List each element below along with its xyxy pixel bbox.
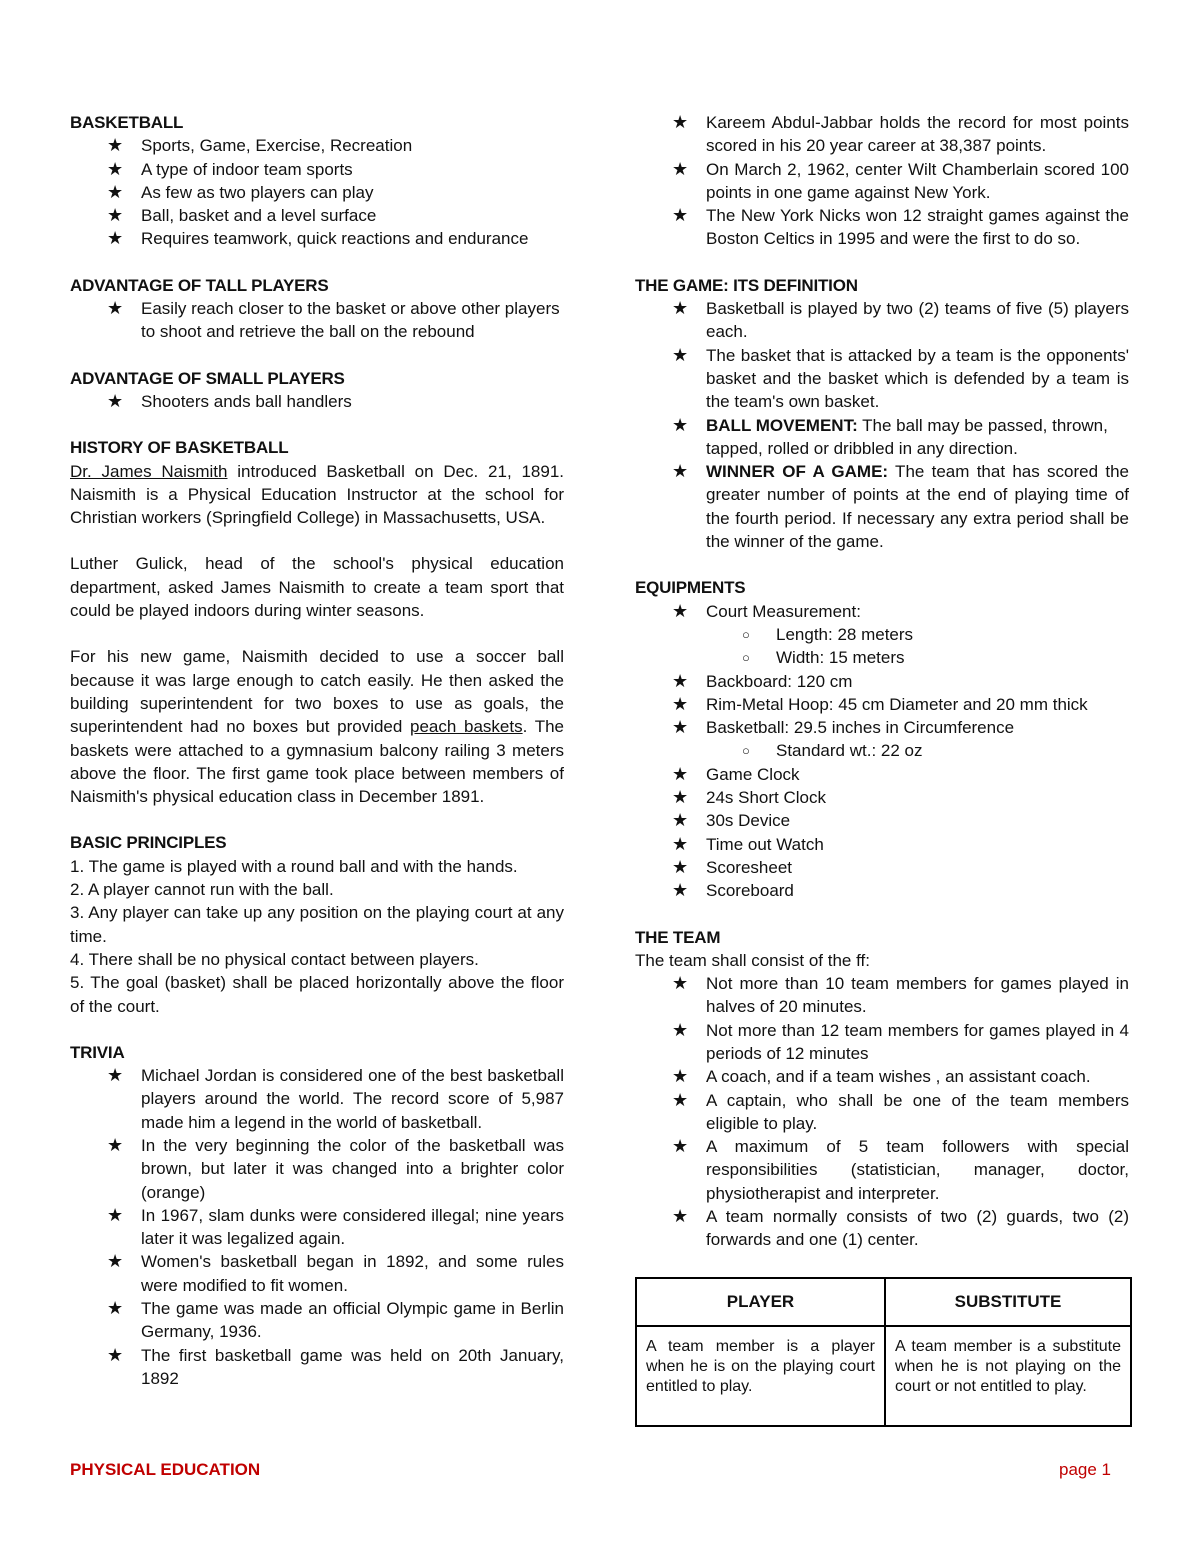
list-item: ★ Easily reach closer to the basket or above other players to shoot and retrieve the ball on the rebound xyxy=(107,298,560,342)
list-item: ★ Game Clock xyxy=(635,763,1129,786)
bullet-list xyxy=(635,670,1129,740)
list-item: ★ Basketball: 29.5 inches in Circumference xyxy=(635,716,1129,739)
section-title: ADVANTAGE OF SMALL PLAYERS xyxy=(70,368,345,388)
sub-list-item: ○ Standard wt.: 22 oz xyxy=(635,739,1129,762)
list-item: ★ Scoreboard xyxy=(635,879,1129,902)
section-tall-players xyxy=(70,274,564,344)
star-bullet-icon: ★ xyxy=(107,135,124,156)
star-bullet-icon: ★ xyxy=(672,344,689,365)
ball-movement-label: BALL MOVEMENT: xyxy=(706,415,858,435)
bullet-list xyxy=(635,972,1129,1252)
star-bullet-icon: ★ xyxy=(107,205,124,226)
sub-list xyxy=(635,623,1129,670)
list-item: ★ Rim-Metal Hoop: 45 cm Diameter and 20 mm thick xyxy=(635,693,1129,716)
list-item: 3. Any player can take up any position on the playing court at any time. xyxy=(70,903,564,946)
star-bullet-icon: ★ xyxy=(672,670,689,691)
list-item: ★ A captain, who shall be one of the team members eligible to play. xyxy=(672,1089,1129,1133)
section-small-players xyxy=(70,367,564,414)
bullet-list xyxy=(70,134,564,250)
star-bullet-icon: ★ xyxy=(672,856,689,877)
star-bullet-icon: ★ xyxy=(672,112,689,132)
list-item: ★ A coach, and if a team wishes , an assistant coach. xyxy=(635,1065,1129,1088)
list-item: ★ The first basketball game was held on 20th January, 1892 xyxy=(107,1344,564,1388)
table-header-row xyxy=(636,1278,1131,1326)
star-bullet-icon: ★ xyxy=(107,158,124,179)
star-bullet-icon: ★ xyxy=(107,181,124,202)
section-title: ADVANTAGE OF TALL PLAYERS xyxy=(70,275,329,295)
star-bullet-icon: ★ xyxy=(672,763,689,784)
bullet-list xyxy=(635,297,1129,553)
list-item: ★ The game was made an official Olympic game in Berlin Germany, 1936. xyxy=(107,1298,564,1342)
list-item: ★ 24s Short Clock xyxy=(635,786,1129,809)
bullet-list xyxy=(70,1064,564,1390)
section-title: BASIC PRINCIPLES xyxy=(70,833,227,853)
star-bullet-icon: ★ xyxy=(107,1204,124,1225)
bullet-list xyxy=(635,763,1129,903)
list-item: ★ WINNER OF A GAME: The team that has scored the greater number of points at the end of playing time of the fourth period. If necessary any extra period shall be the winner of the game. xyxy=(672,461,1129,552)
list-item: ★ BALL MOVEMENT: The ball may be passed, thrown, tapped, rolled or dribbled in any direction. xyxy=(672,414,1108,458)
star-bullet-icon: ★ xyxy=(672,1066,689,1087)
table-row xyxy=(636,1326,1131,1426)
list-item: 5. The goal (basket) shall be placed horizontally above the floor of the court. xyxy=(70,973,564,1016)
section-definition xyxy=(635,274,1129,554)
list-item: ★ Scoresheet xyxy=(635,856,1129,879)
bullet-list xyxy=(635,600,1129,623)
list-item: 4. There shall be no physical contact between players. xyxy=(70,949,479,969)
star-bullet-icon: ★ xyxy=(672,810,689,831)
star-bullet-icon: ★ xyxy=(672,205,689,226)
list-item: ★ On March 2, 1962, center Wilt Chamberlain scored 100 points in one game against New York. xyxy=(672,158,1129,202)
star-bullet-icon: ★ xyxy=(672,1136,689,1157)
section-title: TRIVIA xyxy=(70,1042,125,1062)
table-header-substitute: SUBSTITUTE xyxy=(885,1278,1131,1326)
hollow-circle-bullet-icon: ○ xyxy=(742,743,750,759)
star-bullet-icon: ★ xyxy=(107,228,124,249)
list-item: ★ Shooters ands ball handlers xyxy=(70,390,564,413)
section-title: HISTORY OF BASKETBALL xyxy=(70,438,289,458)
star-bullet-icon: ★ xyxy=(672,298,689,319)
player-substitute-table xyxy=(635,1277,1132,1427)
star-bullet-icon: ★ xyxy=(672,973,689,994)
winner-label: WINNER OF A GAME: xyxy=(706,462,889,482)
list-item: ★ Michael Jordan is considered one of the best basketball players around the world. The record score of 5,987 made him a legend in the world of basketball. xyxy=(107,1065,564,1132)
star-bullet-icon: ★ xyxy=(672,158,689,179)
list-item: ★ In the very beginning the color of the basketball was brown, but later it was changed into a brighter color (orange) xyxy=(107,1134,564,1202)
bullet-list xyxy=(635,111,1129,251)
star-bullet-icon: ★ xyxy=(672,1206,689,1227)
star-bullet-icon: ★ xyxy=(672,787,689,808)
list-item: ★ 30s Device xyxy=(635,809,1129,832)
list-item: 1. The game is played with a round ball and with the hands. xyxy=(70,856,518,876)
list-item: 2. A player cannot run with the ball. xyxy=(70,880,334,900)
bullet-list xyxy=(70,297,564,344)
list-item: ★ Kareem Abdul-Jabbar holds the record for most points scored in his 20 year career at 38,387 points. xyxy=(672,112,1129,156)
star-bullet-icon: ★ xyxy=(107,1298,124,1319)
hollow-circle-bullet-icon: ○ xyxy=(742,626,750,642)
star-bullet-icon: ★ xyxy=(107,1065,124,1086)
peach-baskets-link: peach baskets xyxy=(410,717,523,737)
star-bullet-icon: ★ xyxy=(672,880,689,901)
list-item: ★ In 1967, slam dunks were considered illegal; nine years later it was legalized again. xyxy=(107,1204,564,1249)
list-item: ★ Not more than 12 team members for games played in 4 periods of 12 minutes xyxy=(672,1019,1129,1063)
table-cell-player: A team member is a player when he is on the playing court entitled to play. xyxy=(636,1326,885,1426)
section-title: EQUIPMENTS xyxy=(635,578,746,598)
section-title: THE GAME: ITS DEFINITION xyxy=(635,275,858,295)
bullet-list xyxy=(70,390,564,413)
star-bullet-icon: ★ xyxy=(107,390,124,411)
naismith-name: Dr. James Naismith xyxy=(70,461,228,481)
star-bullet-icon: ★ xyxy=(672,600,689,621)
section-history xyxy=(70,436,564,808)
list-item: ★ A type of indoor team sports xyxy=(70,158,564,181)
list-item: ★ As few as two players can play xyxy=(70,181,564,204)
paragraph: Dr. James Naismith introduced Basketball on Dec. 21, 1891. Naismith is a Physical Education Instructor at the school for Christian workers (Springfield College) in Massachusetts, USA. xyxy=(70,461,564,528)
section-trivia xyxy=(70,1041,564,1390)
star-bullet-icon: ★ xyxy=(107,1134,124,1155)
section-basketball xyxy=(70,111,564,251)
star-bullet-icon: ★ xyxy=(672,1089,689,1110)
star-bullet-icon: ★ xyxy=(672,693,689,714)
list-item: ★ A maximum of 5 team followers with special responsibilities (statistician, manager, doctor, physiotherapist and interpreter. xyxy=(672,1136,1129,1203)
star-bullet-icon: ★ xyxy=(672,461,689,482)
list-item: ★ Court Measurement: xyxy=(635,600,1129,623)
section-trivia-continued xyxy=(635,111,1129,251)
list-item: ★ Basketball is played by two (2) teams of five (5) players each. xyxy=(672,298,1129,342)
right-column xyxy=(635,111,1129,1275)
section-basic-principles xyxy=(70,831,564,1017)
table-cell-substitute: A team member is a substitute when he is not playing on the court or not entitled to play. xyxy=(885,1326,1131,1426)
footer-title: PHYSICAL EDUCATION xyxy=(70,1460,261,1479)
star-bullet-icon: ★ xyxy=(672,414,689,435)
list-item: ★ Ball, basket and a level surface xyxy=(70,204,564,227)
paragraph: For his new game, Naismith decided to use a soccer ball because it was large enough to catch easily. He then asked the building superintendent for two boxes to use as goals, the superintendent had no boxes but provided peach baskets. The baskets were attached to a gymnasium balcony railing 3 meters above the floor. The first game took place between members of Naismith's physical education class in December 1891. xyxy=(70,647,564,807)
list-item: ★ A team normally consists of two (2) guards, two (2) forwards and one (1) center. xyxy=(672,1206,1129,1250)
paragraph: Luther Gulick, head of the school's physical education department, asked James Naismith to create a team sport that could be played indoors during winter seasons. xyxy=(70,554,564,621)
star-bullet-icon: ★ xyxy=(107,1251,124,1272)
page-number: page 1 xyxy=(1059,1460,1111,1479)
section-title: THE TEAM xyxy=(635,927,721,947)
list-item: ★ Backboard: 120 cm xyxy=(635,670,1129,693)
star-bullet-icon: ★ xyxy=(672,717,689,738)
section-title: BASKETBALL xyxy=(70,113,184,132)
star-bullet-icon: ★ xyxy=(672,833,689,854)
list-item: ★ Not more than 10 team members for games played in halves of 20 minutes. xyxy=(672,973,1129,1017)
team-intro: The team shall consist of the ff: xyxy=(635,950,870,970)
list-item: ★ Sports, Game, Exercise, Recreation xyxy=(70,134,564,157)
list-item: ★ Requires teamwork, quick reactions and endurance xyxy=(70,227,564,250)
list-item: ★ Time out Watch xyxy=(635,833,1129,856)
star-bullet-icon: ★ xyxy=(107,298,124,319)
section-team xyxy=(635,926,1129,1252)
table-header-player: PLAYER xyxy=(636,1278,885,1326)
sub-list-item: ○ Width: 15 meters xyxy=(635,646,1129,669)
list-item: ★ The New York Nicks won 12 straight games against the Boston Celtics in 1995 and were the first to do so. xyxy=(672,205,1129,249)
left-column xyxy=(70,111,564,1413)
list-item: ★ Women's basketball began in 1892, and some rules were modified to fit women. xyxy=(107,1251,564,1295)
sub-list-item: ○ Length: 28 meters xyxy=(635,623,1129,646)
star-bullet-icon: ★ xyxy=(107,1344,124,1365)
sub-list xyxy=(635,739,1129,762)
star-bullet-icon: ★ xyxy=(672,1019,689,1040)
hollow-circle-bullet-icon: ○ xyxy=(742,650,750,666)
section-equipments xyxy=(635,576,1129,902)
list-item: ★ The basket that is attacked by a team is the opponents' basket and the basket which is defended by a team is the team's own basket. xyxy=(672,344,1129,412)
